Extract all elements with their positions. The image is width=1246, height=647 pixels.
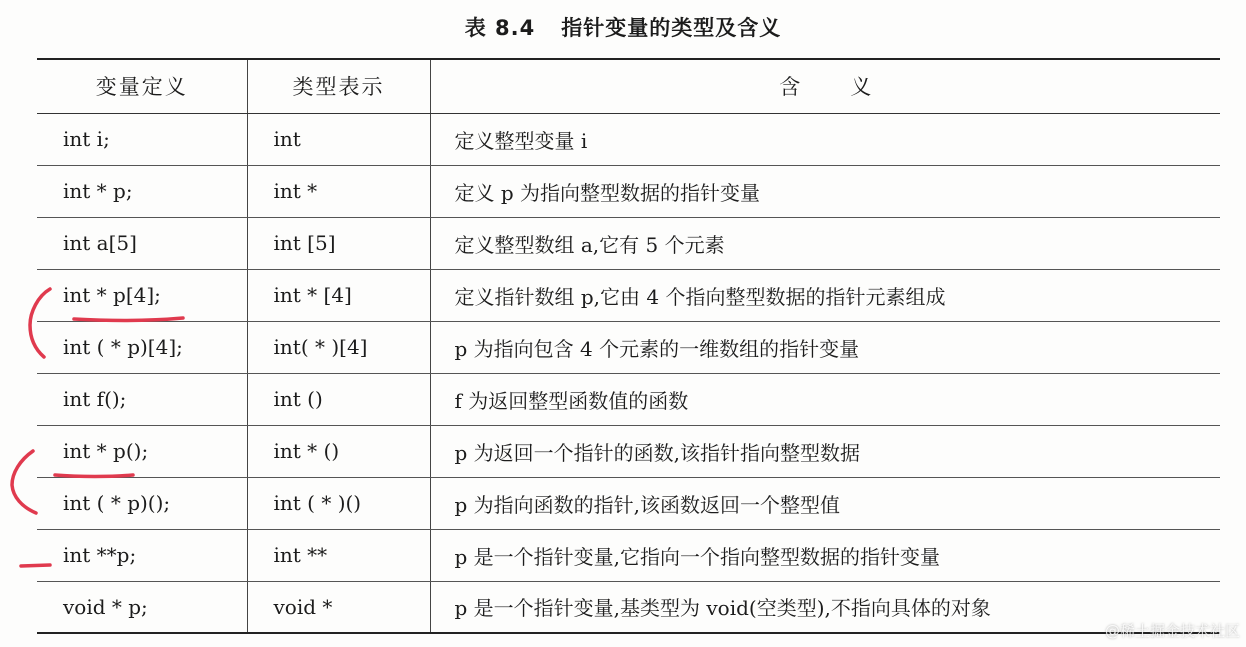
table-row [37,373,1220,425]
table-number: 表 8.4 [464,16,536,40]
type-cell: int ** [247,529,430,581]
definition-cell: int f(); [37,373,247,425]
table-row [37,477,1220,529]
meaning-cell: p 为返回一个指针的函数,该指针指向整型数据 [430,425,1220,477]
definition-cell: int a[5] [37,217,247,269]
definition-cell: int ( * p)(); [37,477,247,529]
definition-cell: void * p; [37,581,247,633]
header-meaning: 含义 [430,59,1220,113]
header-definition: 变量定义 [37,59,247,113]
table-row [37,581,1220,633]
header-row [37,59,1220,113]
type-cell: int * [247,165,430,217]
meaning-cell: 定义 p 为指向整型数据的指针变量 [430,165,1220,217]
definition-cell: int ( * p)[4]; [37,321,247,373]
table-row [37,425,1220,477]
type-cell: int( * )[4] [247,321,430,373]
definition-cell: int **p; [37,529,247,581]
type-cell: int * [4] [247,269,430,321]
type-cell: int ( * )() [247,477,430,529]
table-row [37,165,1220,217]
meaning-cell: 定义指针数组 p,它由 4 个指向整型数据的指针元素组成 [430,269,1220,321]
type-cell: int [5] [247,217,430,269]
table-caption [0,12,1246,42]
table-row [37,321,1220,373]
meaning-cell: p 为指向函数的指针,该函数返回一个整型值 [430,477,1220,529]
meaning-cell: p 是一个指针变量,基类型为 void(空类型),不指向具体的对象 [430,581,1220,633]
definition-cell: int i; [37,113,247,165]
table-row [37,113,1220,165]
table-row [37,217,1220,269]
definition-cell: int * p(); [37,425,247,477]
meaning-cell: p 是一个指针变量,它指向一个指向整型数据的指针变量 [430,529,1220,581]
type-cell: int [247,113,430,165]
definition-cell: int * p[4]; [37,269,247,321]
bracket-mark-function-pointers [12,451,36,513]
table-row [37,269,1220,321]
meaning-cell: 定义整型数组 a,它有 5 个元素 [430,217,1220,269]
meaning-cell: 定义整型变量 i [430,113,1220,165]
meaning-cell: p 为指向包含 4 个元素的一维数组的指针变量 [430,321,1220,373]
watermark-text: @稀土掘金技术社区 [1104,622,1240,640]
type-cell: int * () [247,425,430,477]
header-type: 类型表示 [247,59,430,113]
table-title: 指针变量的类型及含义 [561,16,782,40]
type-cell: void * [247,581,430,633]
table-row [37,529,1220,581]
definition-cell: int * p; [37,165,247,217]
pointer-types-table [37,58,1220,634]
meaning-cell: f 为返回整型函数值的函数 [430,373,1220,425]
type-cell: int () [247,373,430,425]
